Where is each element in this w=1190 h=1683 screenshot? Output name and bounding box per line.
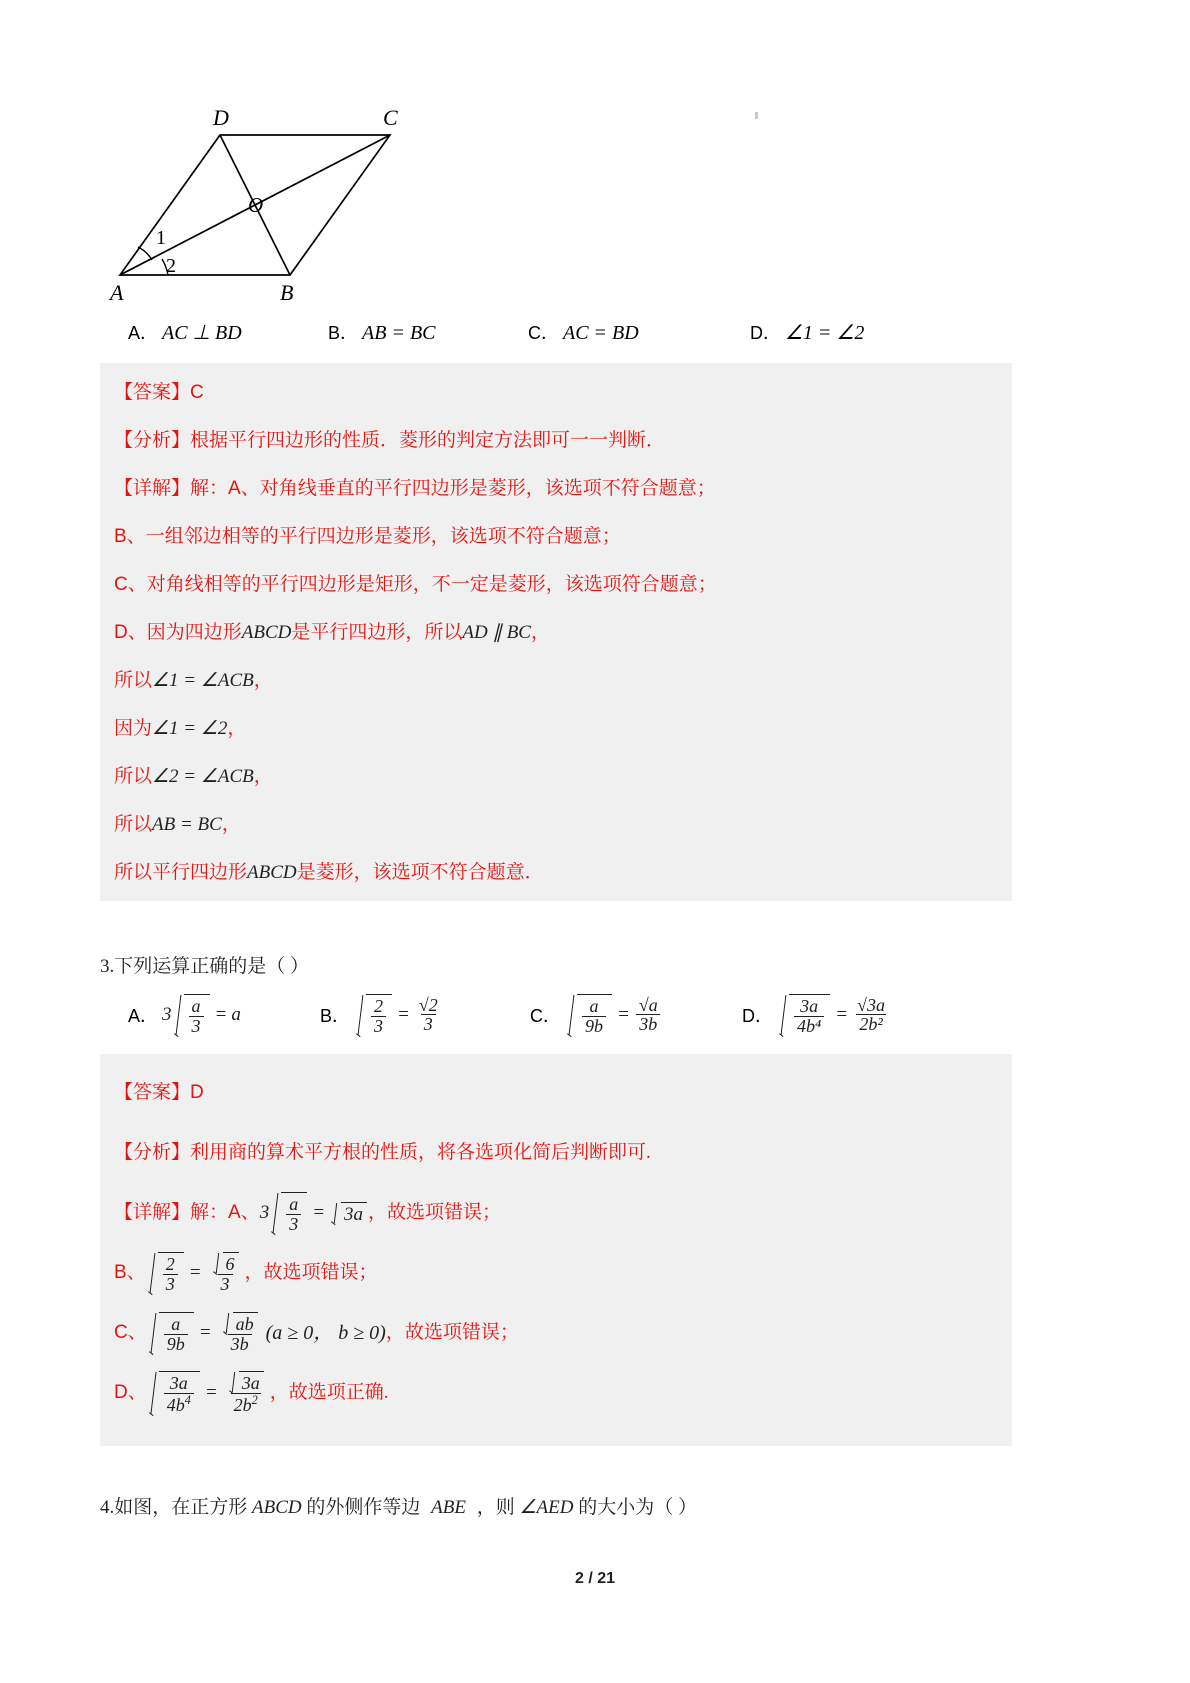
figure-label-C: C xyxy=(383,105,398,130)
q3-a-coefficient: 3 xyxy=(162,1003,172,1025)
figure-label-angle-1: 1 xyxy=(156,227,166,249)
q4-part2: 的外侧作等边 xyxy=(306,1496,421,1518)
q3-sol-d-expression xyxy=(147,1371,270,1415)
option-c-text: AC = BD xyxy=(563,322,639,344)
q3-sol-d-rhs-numerator: 3a xyxy=(241,1372,260,1393)
q3-option-d-tag: D． xyxy=(742,1005,773,1026)
radical-icon xyxy=(270,1192,307,1234)
q3-d-rhs-denominator: 2b² xyxy=(856,1014,885,1034)
q3-option-b-expression xyxy=(354,994,443,1036)
q3-sol-c-denominator: 9b xyxy=(164,1334,188,1354)
q4-math2: ABE xyxy=(431,1496,466,1518)
solution-prefix: 解： xyxy=(190,477,229,499)
analysis-label: 【分析】 xyxy=(114,429,191,451)
q3-solution-label: 【详解】 xyxy=(114,1202,191,1224)
solution-label: 【详解】 xyxy=(114,477,191,499)
radical-icon xyxy=(148,1371,200,1415)
q3-a-equals: = xyxy=(214,1003,228,1025)
q4-math3: ∠AED xyxy=(519,1496,574,1518)
q3-a-denominator: 3 xyxy=(189,1016,204,1036)
q3-sol-d-equals: = xyxy=(204,1382,218,1404)
analysis-line xyxy=(114,427,998,453)
solution-i-suffix: 是菱形，该选项不符合题意． xyxy=(296,861,544,883)
solution-h-math: AB = BC xyxy=(152,813,222,835)
q3-analysis-text: 利用商的算术平方根的性质，将各选项化简后判断即可. xyxy=(190,1142,651,1164)
q3-option-a-expression xyxy=(162,994,241,1036)
solution-line-f xyxy=(114,715,998,741)
q3-option-a[interactable] xyxy=(128,994,320,1036)
answer-label: 【答案】 xyxy=(114,381,191,403)
figure-label-B: B xyxy=(280,280,294,305)
q3-b-numerator: 2 xyxy=(374,996,384,1016)
q3-analysis-label: 【分析】 xyxy=(114,1142,191,1164)
solution-c-text: 对角线相等的平行四边形是矩形，不一定是菱形，该选项符合题意； xyxy=(146,573,717,595)
q3-option-d[interactable] xyxy=(742,994,890,1036)
q3-answer-value: D xyxy=(190,1082,204,1104)
analysis-text: 根据平行四边形的性质．菱形的判定方法即可一一判断． xyxy=(190,429,666,451)
answer-line xyxy=(114,379,998,405)
solution-line-c xyxy=(114,571,998,597)
q3-c-rhs-denominator: 3b xyxy=(636,1014,660,1034)
solution-a-text: 对角线垂直的平行四边形是菱形，该选项不符合题意； xyxy=(259,477,716,499)
radical-icon xyxy=(778,994,830,1036)
figure-label-D: D xyxy=(213,105,229,130)
q3-sol-a-coefficient: 3 xyxy=(259,1202,270,1224)
q3-c-equals: = xyxy=(617,1003,630,1025)
q3-option-b[interactable] xyxy=(320,994,530,1036)
solution-d-part3: ， xyxy=(530,621,550,643)
q3-c-denominator: 9b xyxy=(582,1016,606,1036)
q3-analysis-line xyxy=(114,1130,998,1176)
q3-option-c-tag: C． xyxy=(530,1005,561,1026)
option-b-text: AB = BC xyxy=(362,322,436,344)
q3-a-rhs: a xyxy=(231,1003,241,1025)
q4-part1: 4.如图，在正方形 xyxy=(100,1496,248,1518)
q3-sol-c-condition: (a ≥ 0， b ≥ 0) xyxy=(265,1321,386,1344)
solution-h-suffix: ， xyxy=(221,813,241,835)
option-b[interactable] xyxy=(328,319,528,345)
q3-sol-c-expression xyxy=(147,1312,386,1354)
q3-d-denominator: 4b⁴ xyxy=(794,1016,824,1036)
solution-line-i xyxy=(114,859,998,885)
parallelogram-svg xyxy=(100,100,520,305)
solution-b-tag: B、 xyxy=(114,525,146,547)
q3-b-denominator: 3 xyxy=(371,1016,386,1036)
solution-a-tag: A、 xyxy=(228,477,260,499)
q3-sol-b-denominator: 3 xyxy=(163,1274,178,1294)
solution-g-prefix: 所以 xyxy=(114,765,153,787)
q3-sol-c-equals: = xyxy=(198,1322,212,1344)
radical-icon xyxy=(330,1202,367,1224)
solution-d-tag: D、 xyxy=(114,621,147,643)
radical-icon xyxy=(566,994,612,1036)
q3-sol-a-denominator: 3 xyxy=(286,1214,301,1234)
radical-icon xyxy=(147,1252,184,1294)
option-d-tag: D． xyxy=(750,323,781,343)
geometry-figure-parallelogram xyxy=(100,100,520,305)
q3-sol-c-numerator: a xyxy=(171,1313,181,1334)
figure-label-A: A xyxy=(110,280,124,305)
q3-sol-c-rhs-denominator: 3b xyxy=(228,1334,252,1354)
page-footer: 2 / 21 xyxy=(574,1570,616,1587)
q3-c-rhs-numerator: √a xyxy=(638,994,658,1015)
q3-sol-b-rhs-denominator: 3 xyxy=(218,1274,233,1294)
q3-sol-d-rhs-denominator: 2b xyxy=(233,1394,252,1415)
solution-line-b xyxy=(114,523,998,549)
q3-b-rhs-denominator: 3 xyxy=(421,1014,436,1034)
solution-d-math1: ABCD xyxy=(241,621,292,643)
q3-option-d-expression xyxy=(777,994,890,1036)
q3-sol-b-note: ，故选项错误； xyxy=(244,1262,378,1284)
q3-d-equals: = xyxy=(835,1003,849,1025)
question4-heading xyxy=(100,1492,1012,1519)
stray-artifact-mark xyxy=(755,112,758,119)
solution-b-text: 一组邻边相等的平行四边形是菱形，该选项不符合题意； xyxy=(145,525,621,547)
q3-sol-b-tag: B、 xyxy=(114,1262,146,1284)
q3-d-rhs-numerator: √3a xyxy=(857,994,885,1015)
q4-math1: ABCD xyxy=(252,1496,302,1518)
radical-icon xyxy=(173,994,210,1036)
q3-sol-a-note: ，故选项错误； xyxy=(368,1202,502,1224)
solution-h-prefix: 所以 xyxy=(114,813,153,835)
solution-line-h xyxy=(114,811,998,837)
radical-icon xyxy=(148,1312,194,1354)
q3-option-c[interactable] xyxy=(530,994,742,1036)
q4-part3: ，则 xyxy=(476,1496,515,1518)
option-a-text: AC ⊥ BD xyxy=(162,322,242,344)
q3-sol-c-rhs-numerator: ab xyxy=(235,1313,254,1334)
solution-c-tag: C、 xyxy=(114,573,147,595)
q3-solution-line-b xyxy=(114,1250,998,1296)
q3-sol-d-rhs-denominator-exponent: 2 xyxy=(251,1392,258,1407)
solution-f-prefix: 因为 xyxy=(114,717,153,739)
q3-answer-line xyxy=(114,1070,998,1116)
q3-sol-b-equals: = xyxy=(188,1262,202,1284)
q3-option-a-tag: A． xyxy=(128,1005,159,1026)
q3-sol-d-denominator: 4b xyxy=(166,1394,185,1415)
q3-sol-d-denominator-exponent: 4 xyxy=(184,1392,191,1407)
q3-solution-line-c xyxy=(114,1310,998,1356)
q3-b-rhs-numerator: √2 xyxy=(418,994,438,1015)
solution-f-suffix: ， xyxy=(227,717,247,739)
q3-solution-line-d xyxy=(114,1370,998,1416)
solution-i-prefix: 所以平行四边形 xyxy=(114,861,248,883)
solution-f-math: ∠1 = ∠2 xyxy=(152,717,228,739)
solution-e-suffix: ， xyxy=(253,669,273,691)
q4-part4: 的大小为（ ） xyxy=(578,1496,697,1518)
solution-g-math: ∠2 = ∠ACB xyxy=(152,765,254,787)
figure-label-angle-2: 2 xyxy=(166,255,176,277)
q3-solution-prefix: 解： xyxy=(190,1202,229,1224)
q3-sol-a-numerator: a xyxy=(289,1193,299,1214)
q3-sol-c-note: ，故选项错误； xyxy=(385,1322,519,1344)
question1-options-row xyxy=(128,319,1012,345)
q3-sol-a-equals: = xyxy=(312,1202,326,1224)
q3-d-numerator: 3a xyxy=(800,996,819,1016)
q3-sol-b-expression xyxy=(146,1252,245,1294)
solution-line-d xyxy=(114,619,998,645)
q3-c-numerator: a xyxy=(589,996,599,1016)
solution-d-part1: 因为四边形 xyxy=(146,621,242,643)
figure-label-O: O xyxy=(248,193,264,217)
solution-line-e xyxy=(114,667,998,693)
q3-option-b-tag: B． xyxy=(320,1005,351,1026)
solution-i-math: ABCD xyxy=(247,861,297,883)
q3-solution-line-a xyxy=(114,1190,998,1236)
q3-sol-a-tag: A、 xyxy=(228,1202,260,1224)
solution-e-prefix: 所以 xyxy=(114,669,153,691)
option-c[interactable] xyxy=(528,319,750,345)
q3-a-numerator: a xyxy=(191,996,201,1016)
q3-answer-label: 【答案】 xyxy=(114,1082,191,1104)
q3-sol-b-numerator: 2 xyxy=(165,1253,175,1274)
page-content xyxy=(100,0,1012,1519)
solution-line-a xyxy=(114,475,998,501)
question3-heading: 3.下列运算正确的是（ ） xyxy=(100,956,310,977)
answer-value: C xyxy=(190,381,204,403)
radical-icon xyxy=(228,1371,264,1393)
option-a[interactable] xyxy=(128,319,328,345)
q3-sol-a-rhs: 3a xyxy=(344,1203,364,1225)
option-b-tag: B． xyxy=(328,323,359,343)
q3-sol-d-note: ，故选项正确. xyxy=(269,1382,389,1404)
radical-icon xyxy=(355,994,392,1036)
option-d[interactable] xyxy=(750,319,864,345)
option-d-text: ∠1 = ∠2 xyxy=(785,322,865,344)
option-c-tag: C． xyxy=(528,323,559,343)
option-a-tag: A． xyxy=(128,323,159,343)
q3-sol-a-expression xyxy=(260,1192,368,1234)
q3-option-c-expression xyxy=(565,994,663,1036)
radical-icon xyxy=(222,1312,258,1334)
solution-e-math: ∠1 = ∠ACB xyxy=(152,669,254,691)
q3-b-equals: = xyxy=(397,1003,410,1025)
question1-answer-block xyxy=(100,363,1012,901)
q3-sol-c-tag: C、 xyxy=(114,1322,147,1344)
q3-sol-d-tag: D、 xyxy=(114,1382,147,1404)
solution-d-math2: AD ∥ BC xyxy=(462,621,531,643)
question3-options-row xyxy=(128,994,1012,1036)
q3-sol-d-numerator: 3a xyxy=(169,1372,188,1393)
q3-sol-b-rhs-numerator: 6 xyxy=(225,1253,235,1274)
question3-answer-block xyxy=(100,1054,1012,1446)
solution-line-g xyxy=(114,763,998,789)
radical-icon xyxy=(212,1252,239,1274)
solution-d-part2: 是平行四边形，所以 xyxy=(291,621,463,643)
solution-g-suffix: ， xyxy=(253,765,273,787)
